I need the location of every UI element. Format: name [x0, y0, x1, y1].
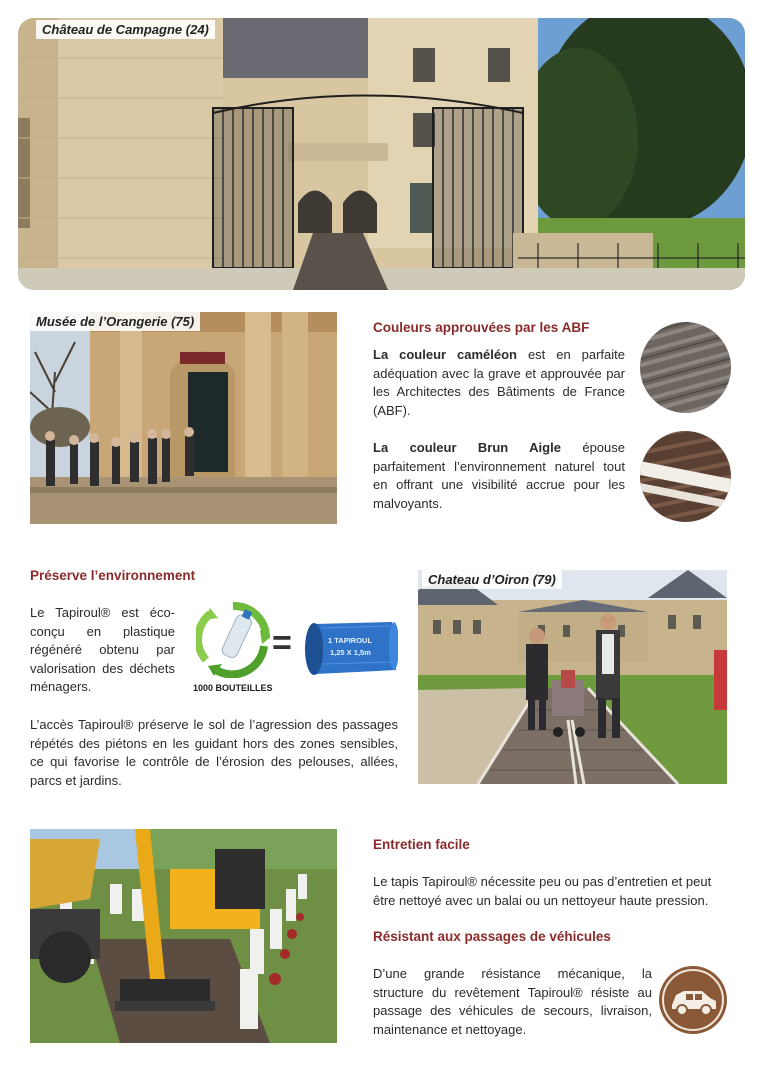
photo-chateau-de-campagne [18, 18, 745, 290]
roll-label-line1: 1 TAPIROUL [328, 636, 373, 645]
paragraph-vehicules: D’une grande résistance mécanique, la structure du revêtement Tapiroul® résiste au passage des véhicules de secours, livraison, maintenance et nettoyage. [373, 966, 652, 1037]
tapiroul-roll-icon [302, 614, 398, 680]
swatch-brun-aigle-mat [640, 431, 731, 522]
paragraph-couleur-cameleon [373, 346, 625, 420]
roll-label-line2: 1,25 X 1,5m [330, 648, 371, 657]
paragraph-acces-tapiroul: L’accès Tapiroul® préserve le sol de l’agression des passages répétés des piétons en les guidant hors des zones sensibles, ce qui favorise le contrôle de l’érosion des pelouses, allées, parcs et jardins. [30, 717, 398, 788]
heading-couleurs-abf: Couleurs approuvées par les ABF [373, 320, 590, 335]
caption-chateau-oiron: Chateau d’Oiron (79) [422, 570, 562, 589]
recycled-bottle-icon [196, 600, 270, 678]
heading-preserve-environnement: Préserve l’environnement [30, 568, 196, 583]
swatch-cameleon-mat [640, 322, 731, 413]
caption-musee-orangerie: Musée de l’Orangerie (75) [30, 312, 200, 331]
bottles-label: 1000 BOUTEILLES [193, 683, 273, 693]
label-couleur-brun-aigle: La couleur Brun Aigle [373, 440, 561, 455]
paragraph-eco-concu: Le Tapiroul® est éco-conçu en plastique régénéré obtenu par valorisation des déchets ménagers. [30, 605, 175, 694]
text-couleur-brun-aigle: épouse parfaitement l’environnement naturel tout en offrant une visibilité accrue pour les malvoyants. [373, 440, 625, 511]
photo-chateau-oiron [418, 570, 727, 784]
text-couleur-cameleon: est en parfaite adéquation avec la grave et approuvée par les Architectes des Bâtiments de France (ABF). [373, 347, 626, 418]
vehicle-badge-icon [658, 965, 728, 1035]
heading-resistant-vehicules: Résistant aux passages de véhicules [373, 929, 611, 944]
paragraph-entretien: Le tapis Tapiroul® nécessite peu ou pas d’entretien et peut être nettoyé avec un balai ou un nettoyeur haute pression. [373, 874, 712, 908]
label-couleur-cameleon: La couleur caméléon [373, 347, 517, 362]
paragraph-couleur-brun-aigle [373, 439, 625, 513]
equals-sign: = [272, 624, 292, 662]
heading-entretien-facile: Entretien facile [373, 837, 470, 852]
caption-chateau-de-campagne: Château de Campagne (24) [36, 20, 215, 39]
photo-musee-orangerie [30, 312, 337, 524]
photo-excavator-on-mat [30, 829, 337, 1043]
